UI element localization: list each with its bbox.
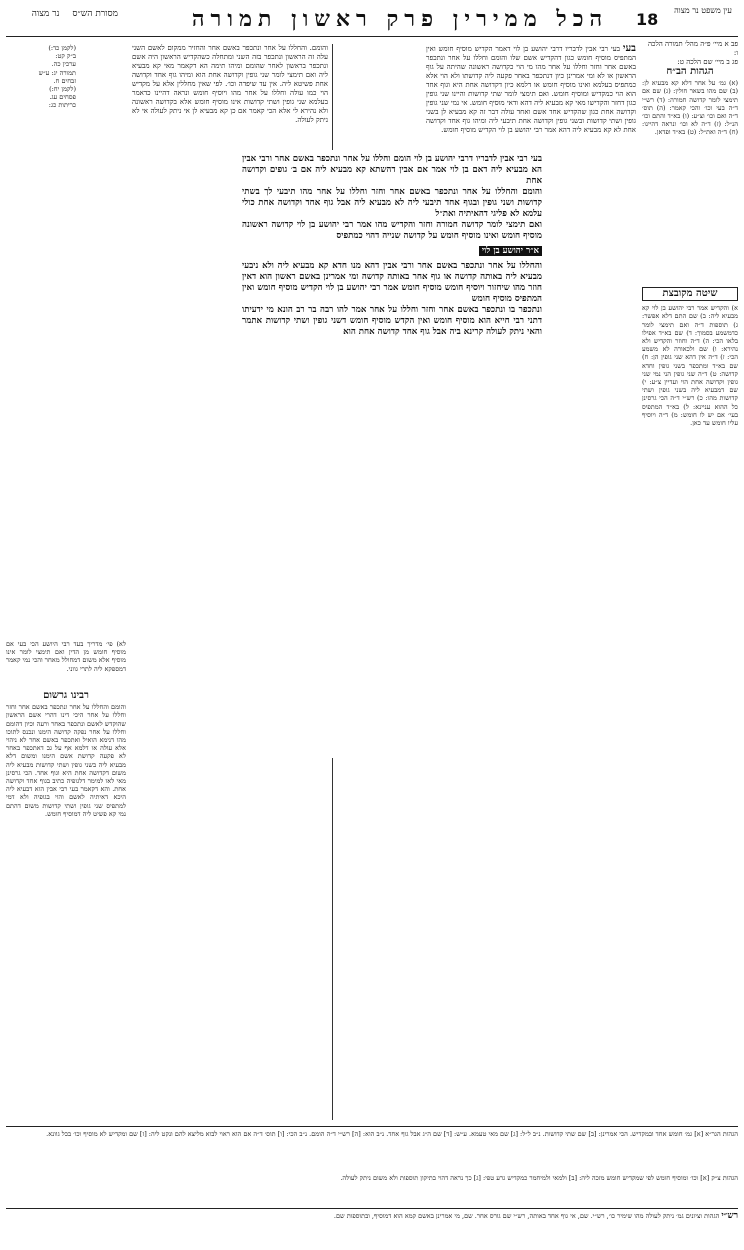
gemara-line: והומם והחללו על אחר ונתכפר באשם אחר וחזר וחללו על אחר מהו תיבעי לך בשתי קדושות ושני גופין ובגוף אחד תיבעי ליה לא מבעיא ליה אבל גוף אחד וקדושה אחת כולי עלמא לא פליגי דהאיתיה ואת״ל bbox=[242, 187, 542, 219]
masoret-ref: (לקמן יח:) bbox=[49, 85, 76, 94]
masoret-ref: ב״ק קט: bbox=[55, 52, 76, 61]
shita-mekubetzet-title: שיטה מקובצת bbox=[642, 287, 738, 301]
header-left-labels bbox=[8, 8, 118, 19]
gemara-column bbox=[238, 150, 546, 758]
rashi-footer-label: רש״י bbox=[721, 1212, 738, 1221]
page-number: 18 bbox=[636, 10, 659, 29]
gemara-line: והחללו על אחר ונתכפר באשם אחר ורבי אבין דהא מנו חדא קא מבעיא ליה ולא ניבעי מבעיא ליה באותה קדושה או גוף אחר באותה קדושה ומי אמרינן באשם ראשון הוא דאין חוזר מהו שיחזור ויוסיף חומש מוסיף חומש אמר רבי יהושע בן לוי הקדיש מוסיף חומש ואין המתפיס מוסיף חומש bbox=[242, 261, 542, 304]
masoret-ref: (לקמן כד:) bbox=[48, 44, 76, 52]
ner-mitzvah-label: נר מצוה bbox=[31, 9, 60, 19]
hagahot-habach-column bbox=[642, 66, 738, 280]
bottom-row bbox=[6, 1212, 738, 1244]
rashi-body: בעי רבי אבין לדבריו דרבי יהושע בן לוי דאמר הקדיש מוסיף חומש ואין המתפיס מוסיף חומש כגון דהקדיש אשם שלו והומם וחללו על אחר ונתכפר באשם אחר וחזר וחללו על אחר מהו מי הוי כקדושה ראשונה שהיתה על גוף הראשון או לא ומי אמרינן כיון דנתכפר באחר פקעה ליה קדושתו ולא הוי אלא כמתפיס בעלמא ואינו מוסיף חומש או דלמא כיון דקדושה אחת היא וגוף אחד הוא הוי כמקדיש ומוסיף חומש. ואם תימצי לומר שתי קדושות והיינו שני גופין כגון דחזר והקדישו מאי קא מבעיא ליה דהא ודאי מוסיף חומש. אי נמי שני גופין וקדושה אחת כגון שהקדיש אחד אשם ואחד עולה דבר זה קא מבעיא לן בשני גופין ושתי קדושות ובשני גופין וקדושה אחת תיבעי ליה ומיהו גוף אחד וקדושה אחת לא קא מבעיא ליה דהא אמר רבי יהושע בן לוי הקדיש מוסיף חומש. bbox=[426, 45, 636, 134]
ein-mishpat-line: פג ב מיי׳ שם הלכה ט: bbox=[677, 58, 738, 66]
masoret-ref: ערכין כה. bbox=[51, 60, 76, 69]
hagahot-habach-title: הגהות הב״ח bbox=[666, 66, 714, 77]
page-title: הכל ממירין פרק ראשון תמורה bbox=[191, 6, 609, 32]
shita-mekubetzet-text: א) והקדיש אמר רבי יהושע בן לוי קא מבעיא ליה: ב) שם התם דלא אפשר: ג) תוספות ד״ה ואם תימצי לומר כדמשמע בסמוך: ד) שם בא״ד אפילו בלאו הכי: ה) ד״ה וחוזר והקדיש ולא נהירא: ו) שם ולכאורה לא משמע הכי: ז) ד״ה אין דהא שני גופין הן: ח) שם בא״ד ומתכפר בשני גופין וחדא קדושה: ט) ד״ה שני גופין הני נמי שני גופין וקדושה אחת הוי ועדיין צ״ע: י) שם דמבעיא ליה בשני גופין ושתי קדושות מהו: כ) רש״י ד״ה הכי גרסינן כל ההוא עניינא: ל) בא״ד המתפיס בעי׳ אם יש לו חומש: מ) ד״ה ויוסיף עליו חומש עד כאן. bbox=[642, 304, 738, 428]
rabbeinu-gershom-text: והומם והחללו על אחר ונתכפר באשם אחר וחזר וחללו על אחר היכי דינו דהרי אשם הראשון שהוקדש לאשם ונתכפר באחר ורעה וכיון דהומם וחללו על אחר נפקה קדושה הימנו ונכנס לתוכו מהו דנימא הואיל ואתכפר באשם אחר לא ניהוי אלא עולה או דלמא אף על גב דאתכפר באחר לא פקעה קדושת אשם הימנו ומשום דלא מבעיא ליה בשני גופין ושתי קדושות מבעיא ליה משום דקדושה אחת היא וגוף אחד. הכי גרסינן מאי לאו למימר דלגופיה כתיב בגוף אחד וקדושה אחת. והא דקאמר בעי רבי אבין הוא דבעיא ליה היכא דאיתיה לאשם והוי בגופיה ולא דמי למתפיס שני גופין ושתי קדושות משום דהתם נמי קא פשיט ליה דמוסיף חומש. bbox=[6, 703, 126, 818]
gemara-line: ונתכפר בו ונתכפר באשם אחר וחזר וחללו על אחר אמר להו רבה בר רב הונא מי ידעיתו דתני רבי חייא הוא מוסיף חומש ואין הקדש מוסיף חומש דשני גופין ושתי קדושות אתמר והאי ניתק לעולה קרינא ביה אבל גוף אחד קדושה אחת הוא bbox=[242, 305, 542, 337]
hagahot-tzon-kedoshim: הגהות צ״ק [א] וכו׳ ומוסיף חומש לפי שמקדיש חומש מזכה ליה: [ב] ולמאי ולמיחמר כמקדיש גרע טפי: [ג] כך נראה דהוי בתיקון תוספות ולא משום ניתק לעולה. bbox=[340, 1174, 738, 1182]
rabbeinu-gershom-column bbox=[6, 690, 126, 1110]
ein-mishpat-line: פב א מיי׳ פ״ה מהל׳ תמורה הלכה ו: bbox=[648, 40, 738, 57]
masoret-ref: תמורה יג: ע״ש bbox=[38, 68, 76, 77]
gemara-line: ואם תימצי לומר קדושה חמורה וחזר והקדיש מהו אמר רבי יהושע בן לוי קדושה ראשונה מוסיף חומש ואינו מוסיף חומש על קדושה שנייה דהוי כמתפיס bbox=[242, 220, 542, 241]
gemara-line: בעי רבי אבין לדבריו דרבי יהושע בן לוי הומם וחללו על אחר ונתכפר באשם אחר ורבי אבין הא מבעיא ליה דאם בן לוי אמר אם אבין דהשתא קא מבעיא ליה אם ב׳ גופים וקדושה אחת bbox=[242, 154, 542, 186]
masoret-hashas-label: מסורת הש״ס bbox=[72, 9, 118, 19]
hagahot-vetziyunim: הגהות וציונים גמ׳ ניתק לעולה מהו שימיר כו׳, רש״י. שם, אי גוף אחד באותה, רש״י שם גורס אחר. שם, מי אמרינן באשם קמא הוא דמוסיף, ובתוספות שם. bbox=[333, 1212, 720, 1220]
masoret-hashas-column bbox=[6, 44, 76, 424]
gemara-highlight: א״ר יהושע בן לוי bbox=[479, 246, 542, 256]
tosafot-text: והומם. והחללו על אחר ונתכפר באשם אחר והחזיר ממקום לאשם השני עלה זה הראשון ונתכפר בזה השני ומתחלה כשהקדיש הראשון היה אשם ונתכפר בראשון לאחר שהומם ומיהו תימה הא דקאמר מאי קא מבעיא ליה ואם תימצי לומר שני גופין וקדושה אחת הוא ומיהו גוף אחד וקדושה אחת פשיטא ליה. אין עד שיפדה וכו׳. לפי שאין מחללין אלא על מקדיש הוי כמו עולה וחללו על אחר מהו ויוסיף חומש ונראה דהיינו כדאמר בעלמא שני גופין ושתי קדושות אינו מוסיף חומש אלא בקדושה ראשונה ולא נהירא לי אלא הכי קאמר אם כן קא מבעיא לן אי ניתק לעולה אי לא ניתק לעולה. bbox=[132, 44, 328, 124]
rashi-lead: בעי bbox=[622, 44, 636, 54]
shita-mekubetzet-column bbox=[642, 285, 738, 845]
bottom-divider-2 bbox=[6, 1208, 738, 1209]
hagahot-hagra: הגהות הגר״א [א] גמ׳ חומש אחד ובמקדיש. הכי אמרינן: [ב] שם שתי קדושות. נ״ב ל״ל: [ג] שם מאי טעמא. ע״ש: [ד] שם ה״ג אבל גוף אחד. נ״ב הוא: [ה] רש״י ד״ה הומם. נ״ב הכי: [ו] תוס׳ ד״ה אם הוא ראוי לבוא מליצא להם ונקט ליה: [ז] שם ומקדיש לא מוסיף וכו׳ בכל גוונא. bbox=[46, 1130, 738, 1138]
header-divider bbox=[6, 36, 738, 37]
rashi-text bbox=[426, 44, 636, 135]
rabbeinu-gershom-title: רבינו גרשום bbox=[43, 690, 89, 701]
ein-mishpat-header: עין משפט נר מצוה bbox=[674, 6, 732, 15]
hagahot-habach-text: (א) גמ׳ על אחר דלא קא מבעיא לן: (ב) שם מהו בשאר חולין: (ג) שם אם תימצי לומר קדושה חמורה: (ד) רש״י ד״ה בעי וכו׳ והכי קאמר: (ה) תוס׳ ד״ה ואם וכו׳ וצ״ע: (ו) בא״ד והתם וכו׳ הנ״ל: (ז) ד״ה לא וכו׳ ונראה דהיינו: (ח) ד״ה ואת״ל: (ט) בא״ד ופדאן. bbox=[642, 79, 738, 137]
masoret-ref: פסחים עג. bbox=[49, 93, 76, 102]
masoret-note-text: לא) פי׳ מדריך בעד רבי היושע הכי בעי אם מוסיף חומש מן הדין ואם תימצי לומר אינו מוסיף אלא משום דמחולל מאחר והכי נמי קאמר דמספקא ליה לתרי גווני. bbox=[6, 640, 126, 673]
bottom-divider bbox=[6, 1126, 738, 1127]
gemara-highlight-row bbox=[242, 246, 542, 257]
masoret-note bbox=[6, 640, 126, 686]
ein-mishpat-column bbox=[648, 40, 738, 67]
masoret-ref: כריתות כג: bbox=[48, 101, 76, 110]
masoret-ref: זבחים ח. bbox=[53, 76, 76, 85]
